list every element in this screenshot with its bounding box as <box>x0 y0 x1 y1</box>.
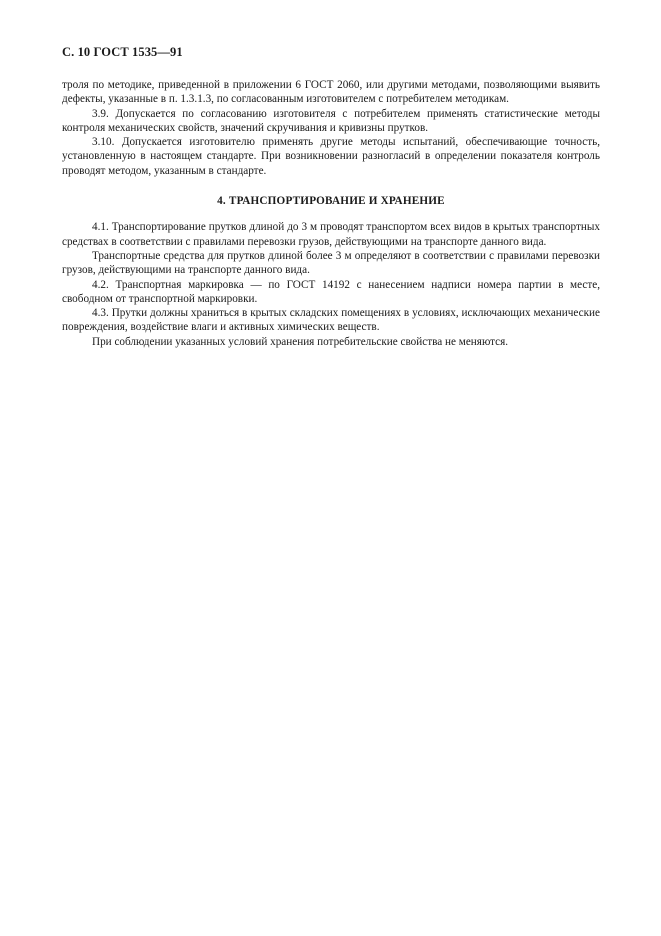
paragraph-continued: троля по методике, приведенной в приложении 6 ГОСТ 2060, или другими методами, позволяющими выявить дефекты, указанные в п. 1.3.1.3, по согласованным изготовителем с потребителем методикам. <box>62 79 600 106</box>
paragraph-3-10: 3.10. Допускается изготовителю применять другие методы испытаний, обеспечивающие точность, установленную в настоящем стандарте. При возникновении разногласий в определении показателя контроль проводят методом, указанным в стандарте. <box>62 136 600 177</box>
paragraph-3-9: 3.9. Допускается по согласованию изготовителя с потребителем применять статистические методы контроля механических свойств, значений скручивания и кривизны прутков. <box>62 107 600 134</box>
paragraph-4-2: 4.2. Транспортная маркировка — по ГОСТ 14192 с нанесением надписи номера партии в месте, свободном от транспортной маркировки. <box>62 278 600 305</box>
running-head: С. 10 ГОСТ 1535—91 <box>62 45 183 59</box>
paragraph-4-1-continued: Транспортные средства для прутков длиной более 3 м определяют в соответствии с правилами перевозки грузов, действующими на транспорте данного вида. <box>62 249 600 277</box>
page-body <box>62 78 600 349</box>
paragraph-4-3: 4.3. Прутки должны храниться в крытых складских помещениях в условиях, исключающих механические повреждения, воздействие влаги и активных химических веществ. <box>62 307 600 334</box>
section-title: 4. ТРАНСПОРТИРОВАНИЕ И ХРАНЕНИЕ <box>217 195 445 208</box>
paragraph-4-1: 4.1. Транспортирование прутков длиной до 3 м проводят транспортом всех видов в крытых транспортных средствах в соответствии с правилами перевозки грузов, действующими на транспорте данного вида. <box>62 221 600 248</box>
paragraph-4-3-continued: При соблюдении указанных условий хранения потребительские свойства не меняются. <box>92 335 509 348</box>
